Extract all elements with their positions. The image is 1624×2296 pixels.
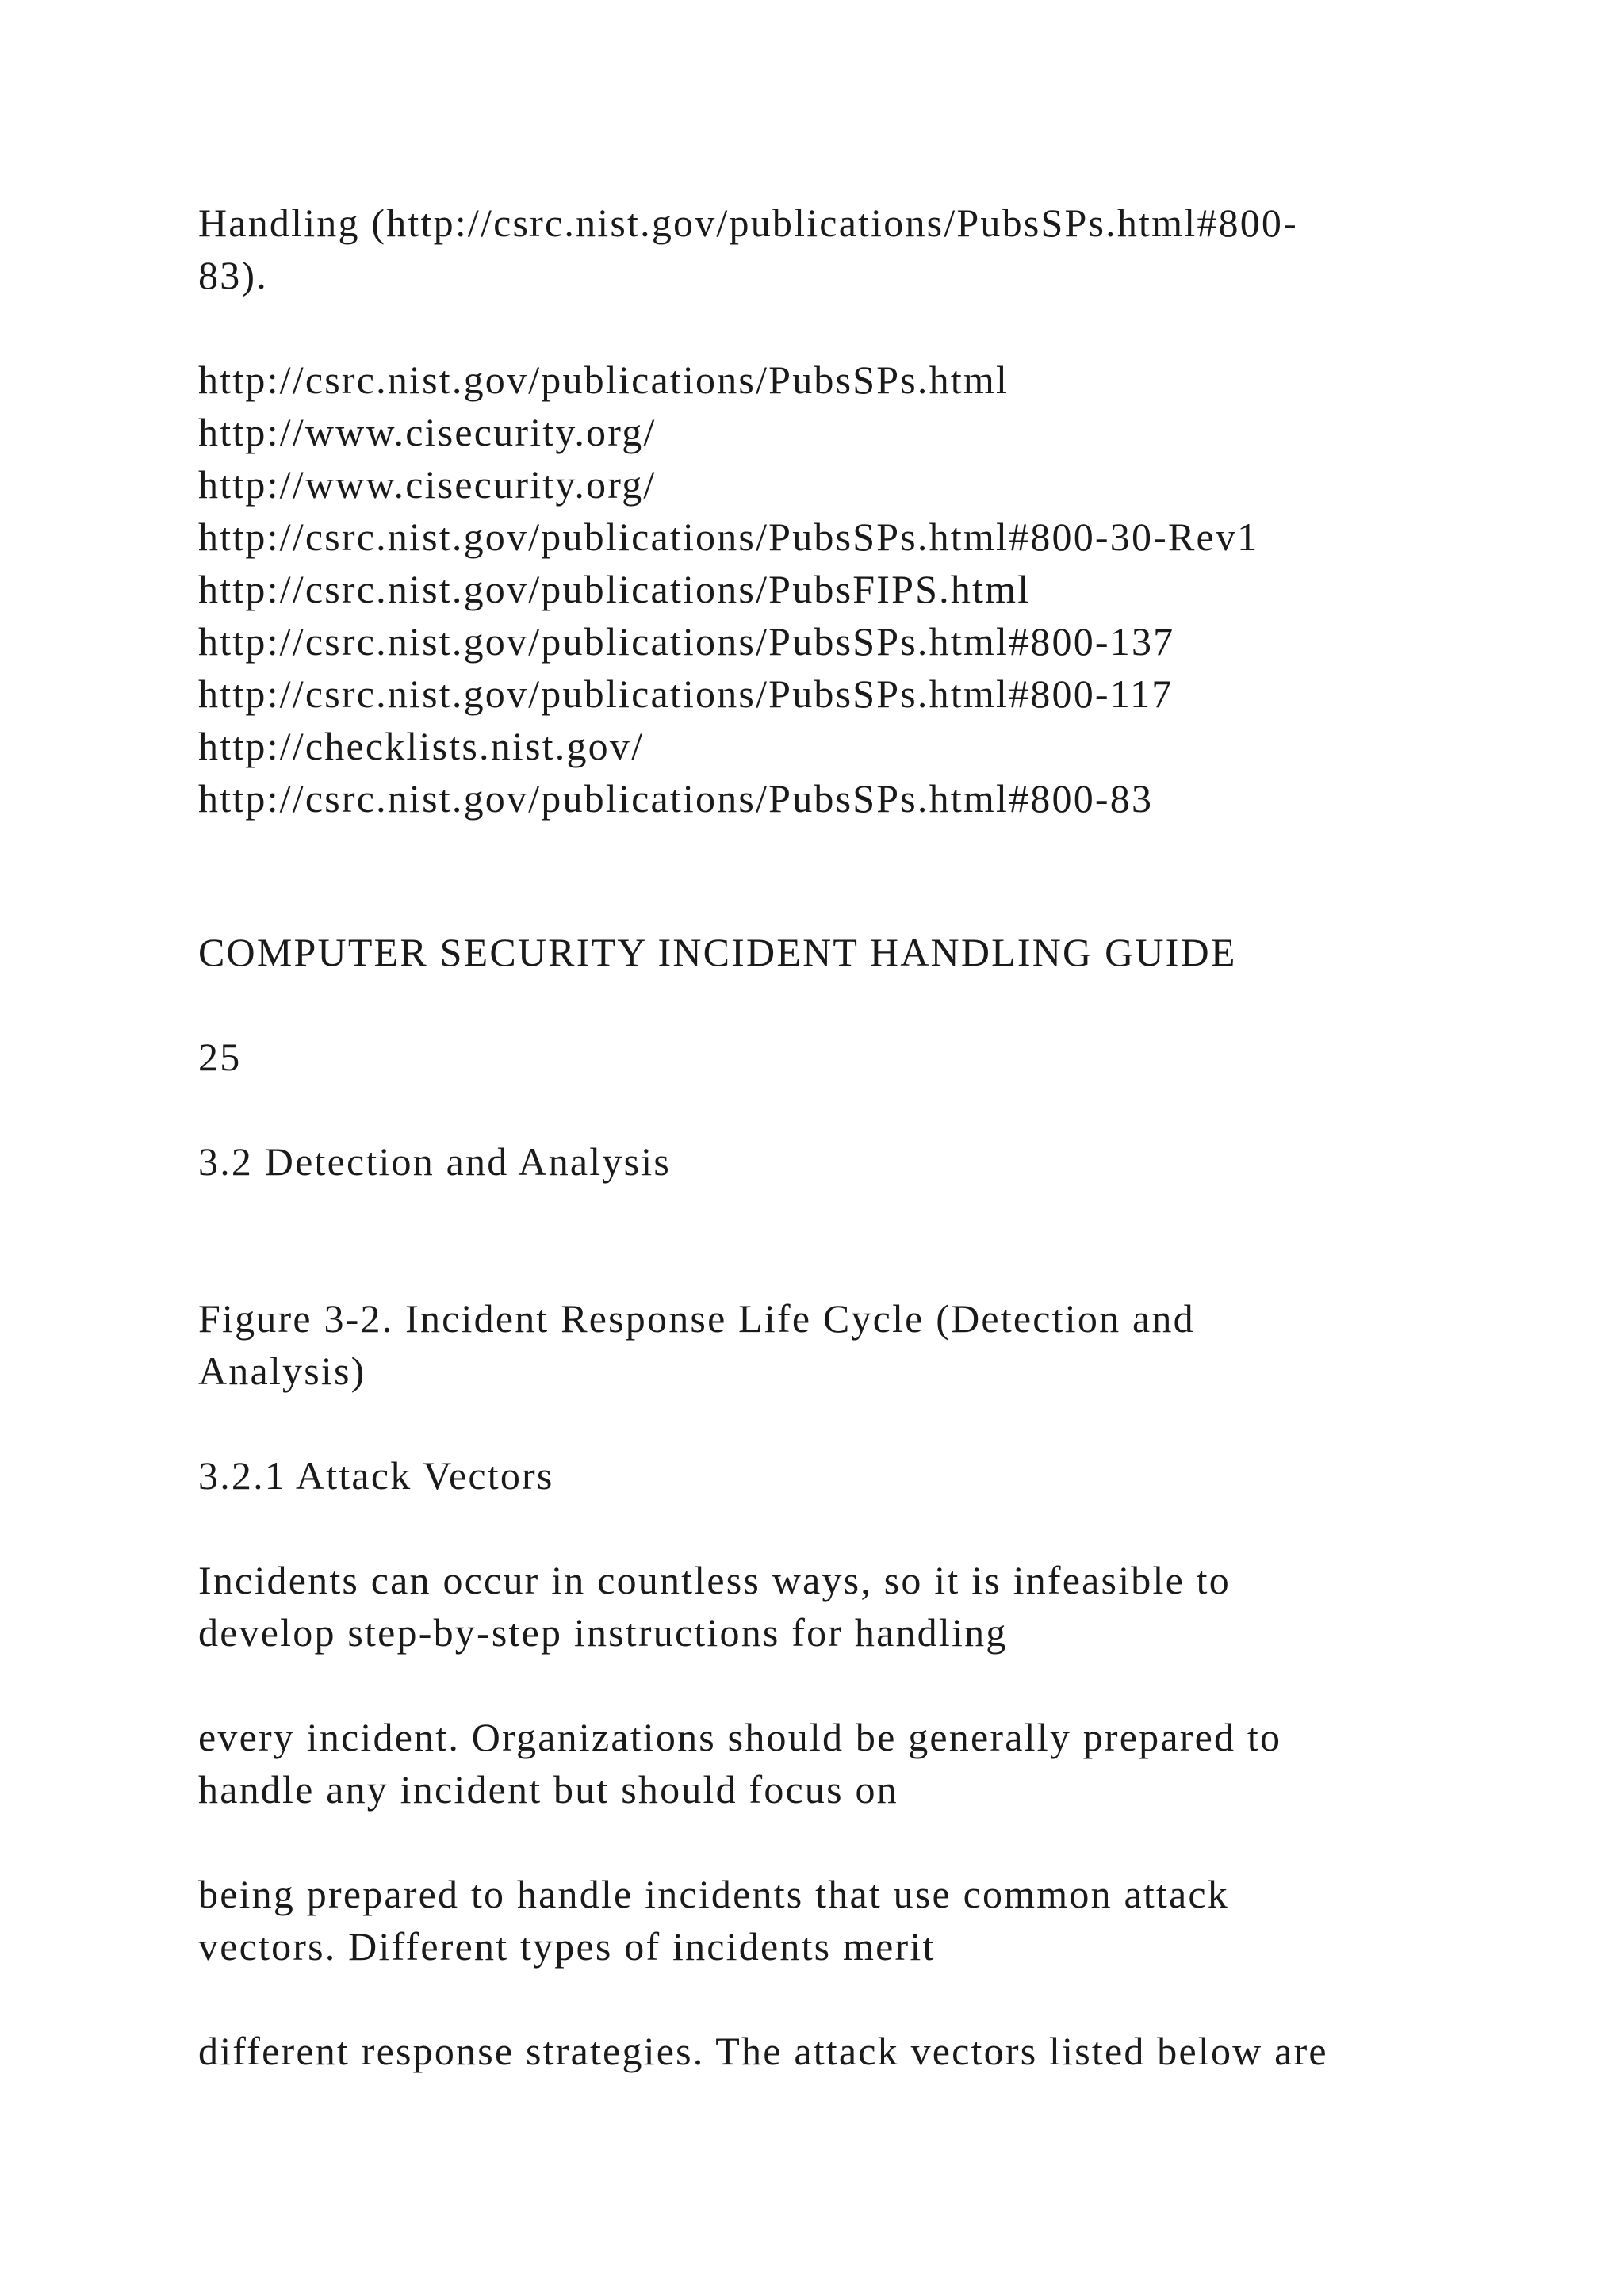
figure-caption-line: Analysis) bbox=[198, 1349, 366, 1393]
reference-link[interactable]: http://csrc.nist.gov/publications/PubsSPs.html#800-30-Rev1 bbox=[198, 515, 1259, 559]
intro-text bbox=[198, 197, 1467, 301]
reference-link[interactable]: http://www.cisecurity.org/ bbox=[198, 462, 657, 507]
paragraph-line: handle any incident but should focus on bbox=[198, 1767, 898, 1812]
paragraph-line: Incidents can occur in countless ways, so it is infeasible to bbox=[198, 1558, 1231, 1602]
running-header-text: COMPUTER SECURITY INCIDENT HANDLING GUIDE bbox=[198, 930, 1237, 974]
paragraph-line: every incident. Organizations should be generally prepared to bbox=[198, 1715, 1282, 1759]
intro-line: Handling (http://csrc.nist.gov/publications/PubsSPs.html#800- bbox=[198, 201, 1298, 245]
running-header bbox=[198, 926, 1467, 978]
reference-link[interactable]: http://www.cisecurity.org/ bbox=[198, 410, 657, 454]
paragraph bbox=[198, 1868, 1467, 1973]
reference-link[interactable]: http://csrc.nist.gov/publications/PubsSPs.html#800-117 bbox=[198, 672, 1174, 716]
reference-link[interactable]: http://csrc.nist.gov/publications/PubsSPs.html#800-83 bbox=[198, 776, 1154, 821]
reference-link[interactable]: http://csrc.nist.gov/publications/PubsFIPS.html bbox=[198, 567, 1031, 611]
paragraph-line: being prepared to handle incidents that use common attack bbox=[198, 1872, 1230, 1916]
page-number-text: 25 bbox=[198, 1035, 242, 1079]
paragraph-line: vectors. Different types of incidents merit bbox=[198, 1924, 936, 1969]
intro-line: 83). bbox=[198, 253, 268, 297]
paragraph bbox=[198, 2025, 1467, 2077]
reference-links bbox=[198, 354, 1467, 825]
section-heading bbox=[198, 1135, 1467, 1188]
figure-caption-line: Figure 3-2. Incident Response Life Cycle (Detection and bbox=[198, 1296, 1195, 1341]
page-number bbox=[198, 1031, 1467, 1083]
reference-link[interactable]: http://checklists.nist.gov/ bbox=[198, 724, 645, 768]
subsection-heading-text: 3.2.1 Attack Vectors bbox=[198, 1453, 554, 1498]
paragraph bbox=[198, 1711, 1467, 1816]
paragraph-line: develop step-by-step instructions for handling bbox=[198, 1610, 1008, 1655]
figure-caption bbox=[198, 1292, 1467, 1397]
subsection-heading bbox=[198, 1449, 1467, 1502]
paragraph-line: different response strategies. The attack vectors listed below are bbox=[198, 2029, 1328, 2073]
section-heading-text: 3.2 Detection and Analysis bbox=[198, 1139, 671, 1184]
reference-link[interactable]: http://csrc.nist.gov/publications/PubsSPs.html#800-137 bbox=[198, 619, 1175, 664]
paragraph bbox=[198, 1554, 1467, 1659]
reference-link[interactable]: http://csrc.nist.gov/publications/PubsSPs.html bbox=[198, 358, 1009, 402]
